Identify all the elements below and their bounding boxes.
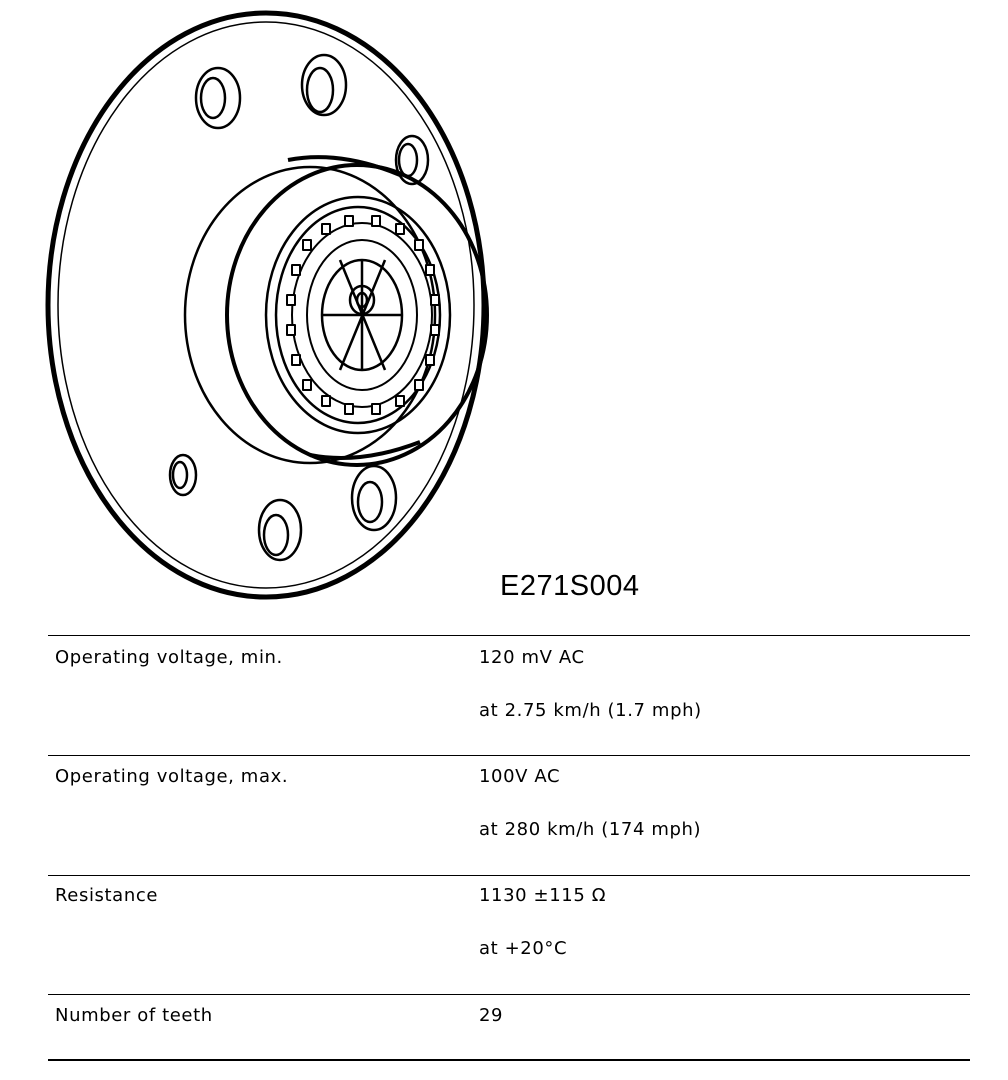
- spec-condition: at +20°C: [479, 938, 568, 959]
- spec-label: Operating voltage, min.: [55, 647, 283, 668]
- spec-condition: at 280 km/h (174 mph): [479, 819, 702, 840]
- spec-value: 120 mV AC: [479, 647, 585, 668]
- axle-center: [322, 260, 402, 370]
- table-rule: [48, 635, 970, 636]
- spec-label: Number of teeth: [55, 1005, 213, 1026]
- spec-label: Resistance: [55, 885, 158, 906]
- bolt-holes: [170, 55, 428, 560]
- table-rule: [48, 1059, 970, 1061]
- figure-code: E271S004: [500, 570, 640, 602]
- spec-label: Operating voltage, max.: [55, 766, 289, 787]
- table-rule: [48, 994, 970, 995]
- spec-value: 1130 ±115 Ω: [479, 885, 607, 906]
- hub-barrel: [185, 157, 487, 465]
- table-rule: [48, 875, 970, 876]
- spec-value: 100V AC: [479, 766, 561, 787]
- wheel-hub-illustration: [40, 10, 510, 610]
- spec-value: 29: [479, 1005, 504, 1026]
- spec-condition: at 2.75 km/h (1.7 mph): [479, 700, 702, 721]
- table-rule: [48, 755, 970, 756]
